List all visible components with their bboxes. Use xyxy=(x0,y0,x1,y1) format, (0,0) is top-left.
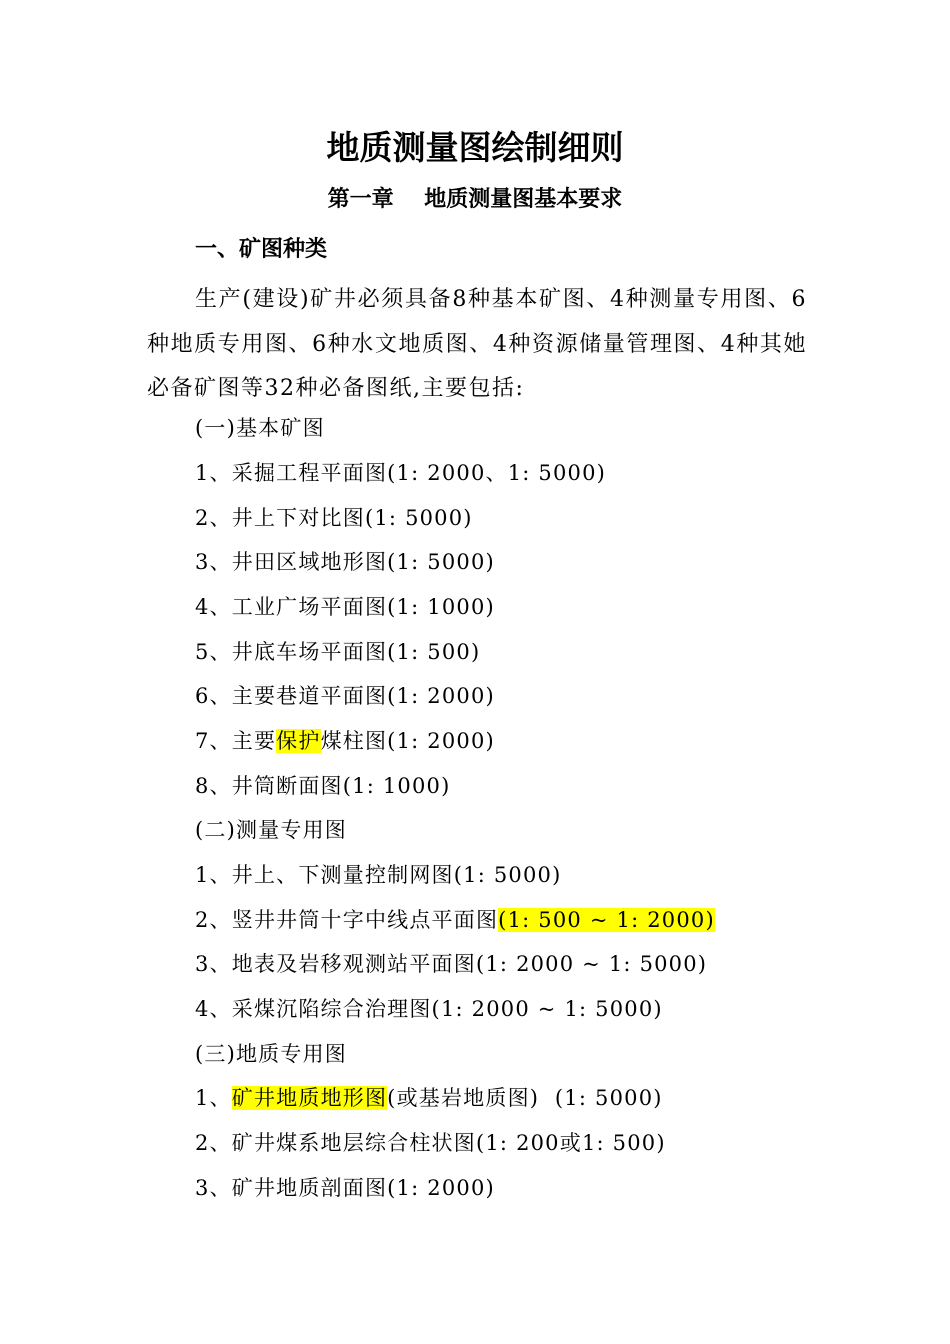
item-text: 1、 xyxy=(195,1086,232,1110)
section-heading: 一、矿图种类 xyxy=(195,237,328,262)
group-heading-basic-maps: (一)基本矿图 xyxy=(195,416,325,440)
group-heading-survey-maps: (二)测量专用图 xyxy=(195,818,347,842)
list-item: 3、井田区域地形图(1: 5000) xyxy=(195,550,495,574)
document-title: 地质测量图绘制细则 xyxy=(326,128,624,167)
intro-paragraph: 生产(建设)矿井必须具备8种基本矿图、4种测量专用图、6种地质专用图、6种水文地质图、4种资源储量管理图、4种其她必备矿图等32种必备图纸,主要包括: xyxy=(147,287,807,401)
list-item: 1、采掘工程平面图(1: 2000、1: 5000) xyxy=(195,461,607,485)
list-item: 2、井上下对比图(1: 5000) xyxy=(195,506,473,530)
list-item: 6、主要巷道平面图(1: 2000) xyxy=(195,684,495,708)
highlighted-text: (1: 500 ~ 1: 2000) xyxy=(498,908,715,932)
list-item xyxy=(195,902,715,938)
list-item: 3、地表及岩移观测站平面图(1: 2000 ~ 1: 5000) xyxy=(195,952,708,976)
list-item: 5、井底车场平面图(1: 500) xyxy=(195,640,481,664)
item-text: 7、主要 xyxy=(195,729,277,753)
list-item: 2、矿井煤系地层综合柱状图(1: 200或1: 500) xyxy=(195,1131,666,1155)
item-text: 煤柱图(1: 2000) xyxy=(320,729,495,753)
group-heading-geology-maps: (三)地质专用图 xyxy=(195,1042,347,1066)
list-item xyxy=(195,723,495,759)
list-item: 1、井上、下测量控制网图(1: 5000) xyxy=(195,863,562,887)
highlighted-text: 保护 xyxy=(276,729,321,753)
list-item: 3、矿井地质剖面图(1: 2000) xyxy=(195,1176,495,1200)
item-text: 2、竖井井筒十字中线点平面图 xyxy=(195,908,499,932)
highlighted-text: 矿井地质地形图 xyxy=(231,1086,388,1110)
list-item: 8、井筒断面图(1: 1000) xyxy=(195,774,451,798)
chapter-title: 第一章 地质测量图基本要求 xyxy=(327,187,623,212)
list-item xyxy=(195,1080,663,1116)
list-item: 4、工业广场平面图(1: 1000) xyxy=(195,595,495,619)
list-item: 4、采煤沉陷综合治理图(1: 2000 ~ 1: 5000) xyxy=(195,997,663,1021)
item-text: (或基岩地质图) (1: 5000) xyxy=(387,1086,663,1110)
